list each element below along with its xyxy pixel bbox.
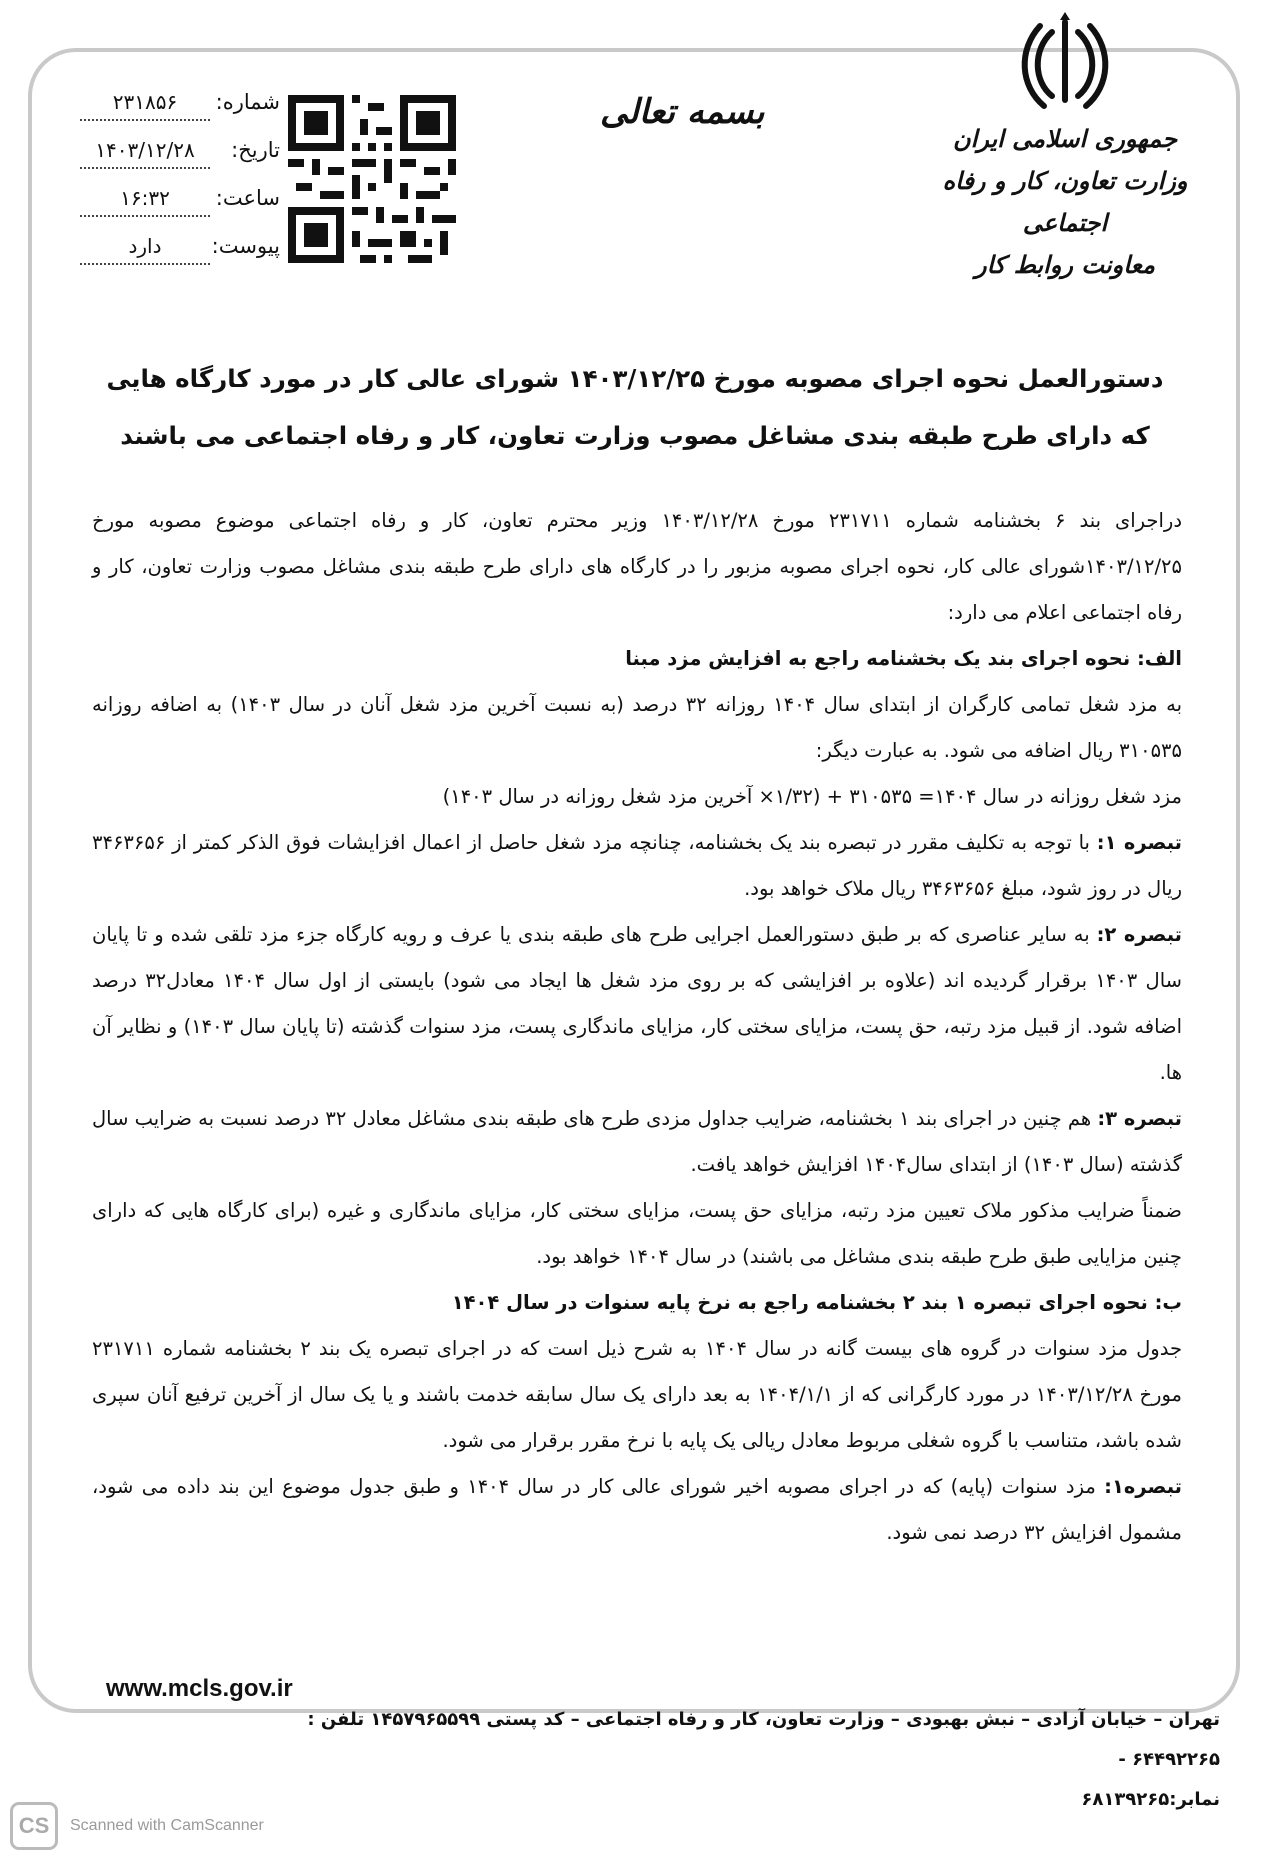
note-2 bbox=[92, 912, 1182, 1096]
org-line-deputy: معاونت روابط کار bbox=[975, 250, 1155, 279]
meta-number: شماره: ۲۳۱۸۵۶ bbox=[80, 78, 280, 126]
letter-meta bbox=[80, 78, 280, 270]
document-body bbox=[92, 498, 1182, 1556]
note-3-extra: ضمناً ضرایب مذکور ملاک تعیین مزد رتبه، مزایای حق پست، مزایای سختی کار، مزایای ماندگاری و غیره (برای کارگاه هایی که دارای چنین مزایایی طبق طرح طبقه بندی مشاغل می باشند) در سال ۱۴۰۴ خواهد بود. bbox=[92, 1199, 1182, 1268]
intro-paragraph: دراجرای بند ۶ بخشنامه شماره ۲۳۱۷۱۱ مورخ ۱۴۰۳/۱۲/۲۸ وزیر محترم تعاون، کار و رفاه اجتماعی موضوع مصوبه مورخ ۱۴۰۳/۱۲/۲۵شورای عالی کار، نحوه اجرای مصوبه مزبور را در کارگاه های دارای طرح طبقه بندی مشاغل مصوب وزارت تعاون، کار و رفاه اجتماعی اعلام می دارد: bbox=[92, 509, 1183, 624]
note-1-text: با توجه به تکلیف مقرر در تبصره بند یک بخشنامه، چنانچه مزد شغل حاصل از اعمال افزایشات فوق الذکر کمتر از ۳۴۶۳۶۵۶ ریال در روز شود، مبلغ ۳۴۶۳۶۵۶ ریال ملاک خواهد بود. bbox=[92, 831, 1182, 900]
footer-fax: نمابر:۶۸۱۳۹۲۶۵ bbox=[1081, 1789, 1220, 1810]
organization-name bbox=[920, 118, 1210, 286]
camscanner-logo-icon: CS bbox=[10, 1802, 58, 1850]
section-a-heading: الف: نحوه اجرای بند یک بخشنامه راجع به افزایش مزد مبنا bbox=[625, 647, 1182, 670]
note-3-text: هم چنین در اجرای بند ۱ بخشنامه، ضرایب جداول مزدی طرح های طبقه بندی مشاغل معادل ۳۲ درصد نسبت به ضرایب سال گذشته (سال ۱۴۰۳) از ابتدای سال۱۴۰۴ افزایش خواهد یافت. bbox=[92, 1107, 1182, 1176]
note-1 bbox=[92, 820, 1182, 912]
document-title: دستورالعمل نحوه اجرای مصوبه مورخ ۱۴۰۳/۱۲/۲۵ شورای عالی کار در مورد کارگاه هایی که دارای طرح طبقه بندی مشاغل مصوب وزارت تعاون، کار و رفاه اجتماعی می باشند bbox=[106, 364, 1164, 450]
section-b-paragraph: جدول مزد سنوات در گروه های بیست گانه در سال ۱۴۰۴ به شرح ذیل است که در اجرای تبصره یک بند ۲ بخشنامه شماره ۲۳۱۷۱۱ مورخ ۱۴۰۳/۱۲/۲۸ در مورد کارگرانی که از ۱۴۰۴/۱/۱ به بعد دارای یک سال سابقه خدمت باشند و یا یک سال از آخرین ترفیع آنان سپری شده باشد، متناسب با گروه شغلی مربوط معادل ریالی یک پایه با نرخ مقرر برقرار می شود. bbox=[92, 1337, 1183, 1452]
footer-address-block bbox=[230, 1700, 1220, 1820]
scanner-watermark bbox=[10, 1802, 264, 1850]
basmala: بسمه تعالی bbox=[600, 92, 765, 132]
note-3 bbox=[92, 1096, 1182, 1188]
section-b-heading: ب: نحوه اجرای تبصره ۱ بند ۲ بخشنامه راجع به نرخ پایه سنوات در سال ۱۴۰۴ bbox=[451, 1291, 1182, 1314]
org-line-country: جمهوری اسلامی ایران bbox=[952, 124, 1178, 153]
note-2-text: به سایر عناصری که بر طبق دستورالعمل اجرایی طرح های طبقه بندی یا عرف و رویه کارگاه جزء مزد تلقی شده و تا پایان سال ۱۴۰۳ برقرار گردیده اند (علاوه بر افزایشی که بر روی مزد شغل ها ایجاد می شود) بایستی از اول سال ۱۴۰۴ معادل۳۲ درصد اضافه شود. از قبیل مزد رتبه، حق پست، مزایای سختی کار، مزایای ماندگاری پست، مزد سنوات گذشته (تا پایان سال ۱۴۰۳) و نظایر آن ها. bbox=[92, 923, 1183, 1084]
note-1-label: تبصره ۱: bbox=[1096, 831, 1182, 854]
footer-address: تهران – خیابان آزادی – نبش بهبودی – وزارت تعاون، کار و رفاه اجتماعی – کد پستی ۱۴۵۷۹۶۵۵۹۹ تلفن : ۶۴۴۹۲۲۶۵ - bbox=[307, 1709, 1220, 1770]
meta-date: تاریخ: ۱۴۰۳/۱۲/۲۸ bbox=[80, 126, 280, 174]
note-2-label: تبصره ۲: bbox=[1096, 923, 1182, 946]
meta-time: ساعت: ۱۶:۳۲ bbox=[80, 174, 280, 222]
scanner-text: Scanned with CamScanner bbox=[70, 1817, 264, 1834]
meta-attachment: پیوست: دارد bbox=[80, 222, 280, 270]
section-b-note-1 bbox=[92, 1464, 1182, 1556]
note-3-label: تبصره ۳: bbox=[1097, 1107, 1182, 1130]
section-b-note-1-text: مزد سنوات (پایه) که در اجرای مصوبه اخیر شورای عالی کار در سال ۱۴۰۴ و طبق جدول موضوع این بند داده می شود، مشمول افزایش ۳۲ درصد نمی شود. bbox=[92, 1475, 1182, 1544]
section-a-formula: مزد شغل روزانه در سال ۱۴۰۴= ۳۱۰۵۳۵ + (۱/۳۲× آخرین مزد شغل روزانه در سال ۱۴۰۳) bbox=[442, 785, 1182, 808]
org-line-ministry: وزارت تعاون، کار و رفاه اجتماعی bbox=[942, 166, 1188, 237]
website-link[interactable]: www.mcls.gov.ir bbox=[100, 1675, 299, 1703]
qr-code bbox=[288, 95, 456, 263]
section-a-paragraph: به مزد شغل تمامی کارگران از ابتدای سال ۱۴۰۴ روزانه ۳۲ درصد (به نسبت آخرین مزد شغل آنان در سال ۱۴۰۳) به اضافه روزانه ۳۱۰۵۳۵ ریال اضافه می شود. به عبارت دیگر: bbox=[92, 693, 1183, 762]
section-b-note-1-label: تبصره۱: bbox=[1104, 1475, 1182, 1498]
iran-emblem-icon bbox=[1010, 12, 1120, 112]
